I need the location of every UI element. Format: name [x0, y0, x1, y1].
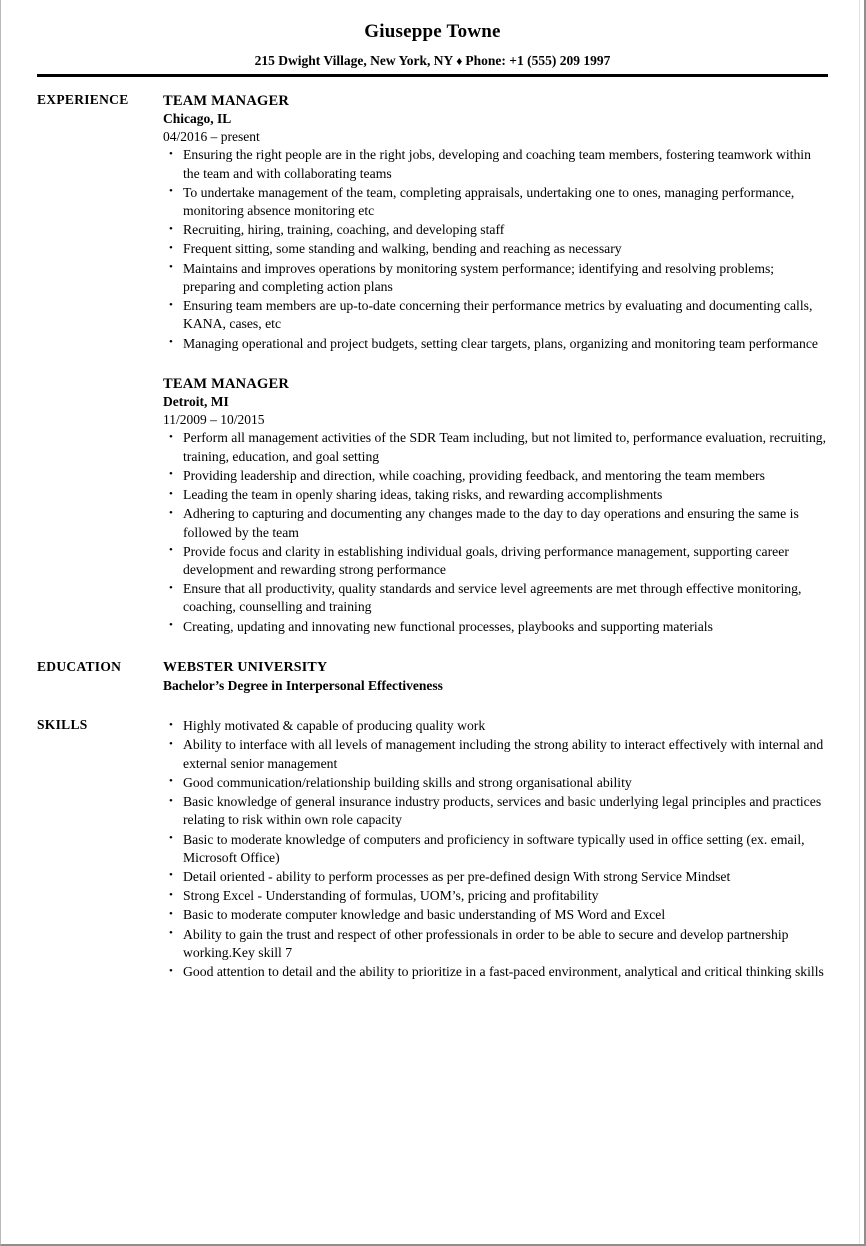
section-label-education: EDUCATION [37, 658, 122, 674]
education-body [163, 659, 828, 695]
bullet-item: • Ability to interface with all levels of management including the strong ability to interact effectively with internal and external senior management [163, 736, 828, 772]
bullet-item: • Basic knowledge of general insurance industry products, services and basic underlying legal principles and practices relating to risk within own role capacity [163, 793, 828, 829]
job-bullet-list [163, 429, 828, 635]
bullet-item: • Providing leadership and direction, while coaching, providing feedback, and mentoring the team members [163, 467, 828, 485]
job-location: Chicago, IL [163, 111, 232, 127]
candidate-name: Giuseppe Towne [364, 21, 501, 42]
job-title: TEAM MANAGER [163, 375, 290, 392]
bullet-item: • Adhering to capturing and documenting any changes made to the day to day operations and ensuring the same is followed by the team [163, 505, 828, 541]
bullet-item: • Ability to gain the trust and respect of other professionals in order to be able to secure and develop partnership working.Key skill 7 [163, 926, 828, 962]
contact-phone: Phone: +1 (555) 209 1997 [465, 52, 611, 68]
bullet-item: • Leading the team in openly sharing ideas, taking risks, and rewarding accomplishments [163, 486, 828, 504]
resume-content [1, 0, 864, 982]
job-dates: 11/2009 – 10/2015 [163, 411, 265, 427]
education-entry [163, 659, 828, 695]
bullet-item: • Highly motivated & capable of producing quality work [163, 717, 828, 735]
job-bullet-list [163, 146, 828, 352]
bullet-item: • Provide focus and clarity in establishing individual goals, driving performance management, supporting career development and rewarding strong performance [163, 543, 828, 579]
bullet-item: • Managing operational and project budgets, setting clear targets, plans, organizing and monitoring team performance [163, 335, 828, 353]
diamond-separator-icon: ♦ [456, 53, 463, 68]
skills-body [163, 717, 828, 982]
contact-line [37, 54, 828, 69]
bullet-item: • Ensure that all productivity, quality standards and service level agreements are met through effective monitoring, coaching, counselling and training [163, 580, 828, 616]
bullet-item: • Recruiting, hiring, training, coaching, and developing staff [163, 221, 828, 239]
experience-job [163, 92, 828, 353]
experience-job [163, 375, 828, 636]
bullet-item: • Good attention to detail and the ability to prioritize in a fast-paced environment, analytical and critical thinking skills [163, 963, 828, 981]
bullet-item: • Frequent sitting, some standing and walking, bending and reaching as necessary [163, 240, 828, 258]
bullet-item: • Strong Excel - Understanding of formulas, UOM’s, pricing and profitability [163, 887, 828, 905]
bullet-item: • Detail oriented - ability to perform processes as per pre-defined design With strong Service Mindset [163, 868, 828, 886]
bullet-item: • Basic to moderate computer knowledge and basic understanding of MS Word and Excel [163, 906, 828, 924]
job-dates: 04/2016 – present [163, 128, 260, 144]
bullet-item: • Creating, updating and innovating new functional processes, playbooks and supporting materials [163, 618, 828, 636]
skills-bullet-list [163, 717, 828, 981]
section-label-skills: SKILLS [37, 717, 88, 733]
experience-body [163, 92, 828, 637]
section-experience [37, 77, 828, 637]
section-label-experience: EXPERIENCE [37, 91, 129, 107]
bullet-item: • Ensuring team members are up-to-date concerning their performance metrics by evaluating and documenting calls, KANA, cases, etc [163, 297, 828, 333]
school-degree: Bachelor’s Degree in Interpersonal Effectiveness [163, 678, 443, 694]
job-location: Detroit, MI [163, 394, 229, 410]
bullet-item: • To undertake management of the team, completing appraisals, undertaking one to ones, managing performance, monitoring absence monitoring etc [163, 184, 828, 220]
school-name: WEBSTER UNIVERSITY [163, 659, 328, 675]
contact-address: 215 Dwight Village, New York, NY [254, 52, 454, 68]
section-skills [37, 695, 828, 982]
bullet-item: • Ensuring the right people are in the right jobs, developing and coaching team members, fostering teamwork within the team and with collaborating teams [163, 146, 828, 182]
job-title: TEAM MANAGER [163, 92, 290, 109]
resume-header [37, 0, 828, 69]
bullet-item: • Basic to moderate knowledge of computers and proficiency in software typically used in office setting (ex. email, Microsoft Office) [163, 831, 828, 867]
bullet-item: • Maintains and improves operations by monitoring system performance; identifying and resolving problems; preparing and completing action plans [163, 260, 828, 296]
bullet-item: • Perform all management activities of the SDR Team including, but not limited to, performance evaluation, recruiting, training, education, and goal setting [163, 429, 828, 465]
section-education [37, 637, 828, 695]
bullet-item: • Good communication/relationship building skills and strong organisational ability [163, 774, 828, 792]
